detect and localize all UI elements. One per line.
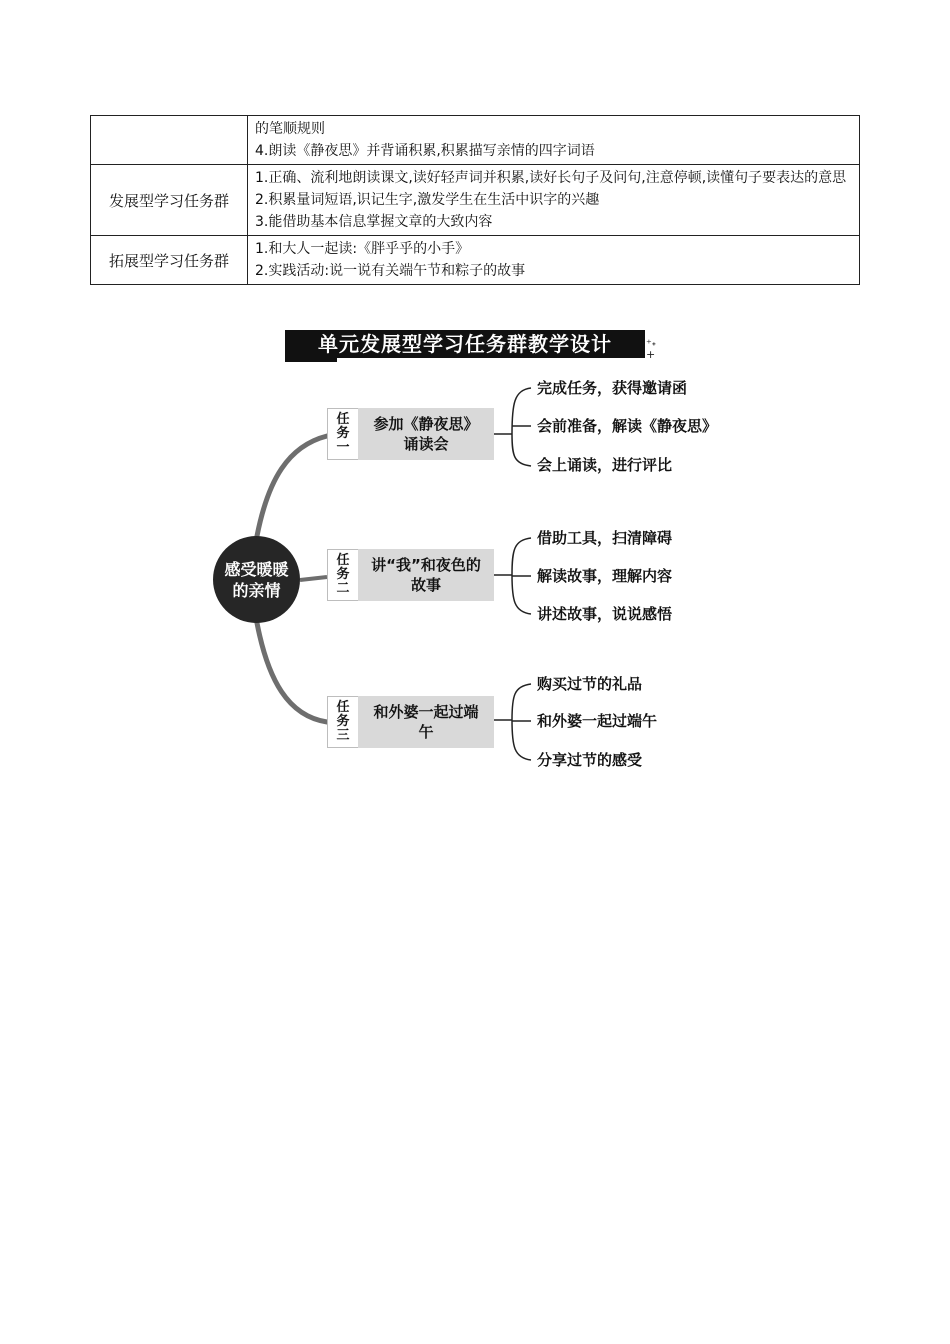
task-title-box: [358, 408, 494, 460]
task-node-1: [327, 408, 495, 460]
leaf-bracket: [512, 388, 531, 466]
diagram-title: 单元发展型学习任务群教学设计: [285, 330, 645, 358]
leaf-item: 和外婆一起过端午: [537, 712, 658, 730]
tag-char: 任: [336, 412, 350, 427]
content-line: 的笔顺规则: [255, 121, 325, 137]
task-tag: [327, 549, 358, 601]
leaf-item: 完成任务，获得邀请函: [537, 379, 688, 397]
leaf-item: 会前准备，解读《静夜思》: [537, 417, 718, 435]
task-title-box: [358, 549, 494, 601]
leaf-item: 借助工具，扫清障碍: [537, 529, 673, 547]
center-label: 感受暖暖的亲情: [224, 559, 289, 600]
task-node-2: [327, 549, 495, 601]
tag-char: 任: [336, 700, 350, 715]
tag-char: 务: [336, 567, 350, 582]
task-title: 和外婆一起过端午: [373, 703, 479, 741]
content-line: 2.积累量词短语,识记生字,激发学生在生活中识字的兴趣: [255, 192, 600, 208]
content-line: 3.能借助基本信息掌握文章的大致内容: [255, 214, 493, 230]
row-header: 拓展型学习任务群: [91, 236, 248, 285]
tag-char: 任: [336, 553, 350, 568]
tag-char: 三: [336, 728, 350, 743]
leaf-item: 会上诵读，进行评比: [537, 456, 673, 474]
task-title: 参加《静夜思》诵读会: [373, 415, 479, 453]
task-tag: [327, 408, 358, 460]
content-line: 1.和大人一起读:《胖乎乎的小手》: [255, 241, 470, 257]
task-title: 讲“我”和夜色的故事: [371, 556, 481, 594]
tag-char: 一: [336, 440, 350, 455]
row-header: 发展型学习任务群: [91, 165, 248, 236]
content-line: 1.正确、流利地朗读课文,读好轻声词并积累,读好长句子及问句,注意停顿,读懂句子要表达的意思: [255, 170, 847, 186]
task-title-box: [358, 696, 494, 748]
sparkle-icon: ⁺˖ +: [646, 337, 657, 361]
task-node-3: [327, 696, 495, 748]
content-line: 2.实践活动:说一说有关端午节和粽子的故事: [255, 263, 526, 279]
leaf-item: 分享过节的感受: [537, 751, 643, 769]
content-line: 4.朗读《静夜思》并背诵积累,积累描写亲情的四字词语: [255, 143, 595, 159]
leaf-item: 解读故事，理解内容: [537, 567, 673, 585]
leaf-item: 购买过节的礼品: [537, 675, 643, 693]
branch-line: [257, 623, 327, 722]
branch-line: [300, 577, 327, 580]
tag-char: 二: [336, 581, 350, 596]
tag-char: 务: [336, 426, 350, 441]
branch-line: [257, 436, 327, 536]
tag-char: 务: [336, 714, 350, 729]
leaf-item: 讲述故事，说说感悟: [537, 605, 673, 623]
leaf-bracket: [512, 684, 531, 760]
task-tag: [327, 696, 358, 748]
center-node: [213, 536, 300, 623]
